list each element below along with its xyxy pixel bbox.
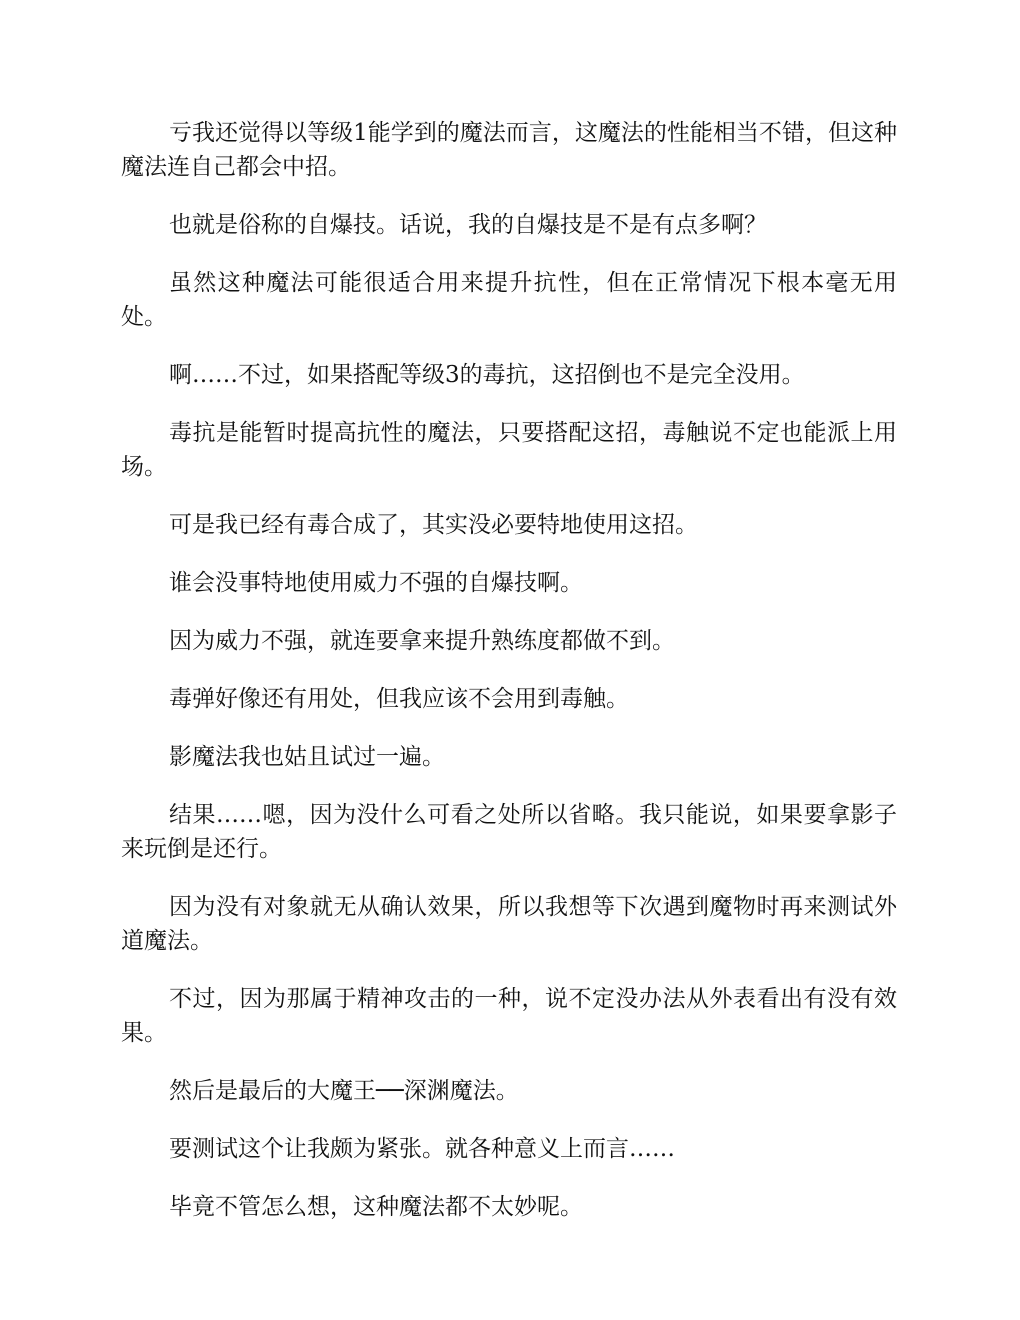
paragraph: 因为没有对象就无从确认效果，所以我想等下次遇到魔物时再来测试外道魔法。	[121, 894, 897, 954]
paragraph: 要测试这个让我颇为紧张。就各种意义上而言……	[169, 1136, 675, 1162]
paragraph: 也就是俗称的自爆技。话说，我的自爆技是不是有点多啊？	[169, 212, 767, 238]
paragraph: 因为威力不强，就连要拿来提升熟练度都做不到。	[169, 628, 675, 654]
paragraph: 结果……嗯，因为没什么可看之处所以省略。我只能说，如果要拿影子来玩倒是还行。	[121, 802, 897, 862]
paragraph: 虽然这种魔法可能很适合用来提升抗性，但在正常情况下根本毫无用处。	[121, 270, 897, 330]
paragraph: 谁会没事特地使用威力不强的自爆技啊。	[169, 570, 583, 596]
paragraph: 毒抗是能暂时提高抗性的魔法，只要搭配这招，毒触说不定也能派上用场。	[121, 420, 897, 480]
document-page	[121, 116, 897, 1248]
paragraph: 毕竟不管怎么想，这种魔法都不太妙呢。	[169, 1194, 583, 1220]
paragraph: 啊……不过，如果搭配等级3的毒抗，这招倒也不是完全没用。	[169, 362, 805, 388]
paragraph: 不过，因为那属于精神攻击的一种，说不定没办法从外表看出有没有效果。	[121, 986, 897, 1046]
paragraph: 亏我还觉得以等级1能学到的魔法而言，这魔法的性能相当不错，但这种魔法连自己都会中招。	[121, 120, 897, 180]
paragraph: 影魔法我也姑且试过一遍。	[169, 744, 445, 770]
paragraph: 然后是最后的大魔王──深渊魔法。	[169, 1078, 519, 1104]
paragraph: 可是我已经有毒合成了，其实没必要特地使用这招。	[169, 512, 698, 538]
paragraph: 毒弹好像还有用处，但我应该不会用到毒触。	[169, 686, 629, 712]
